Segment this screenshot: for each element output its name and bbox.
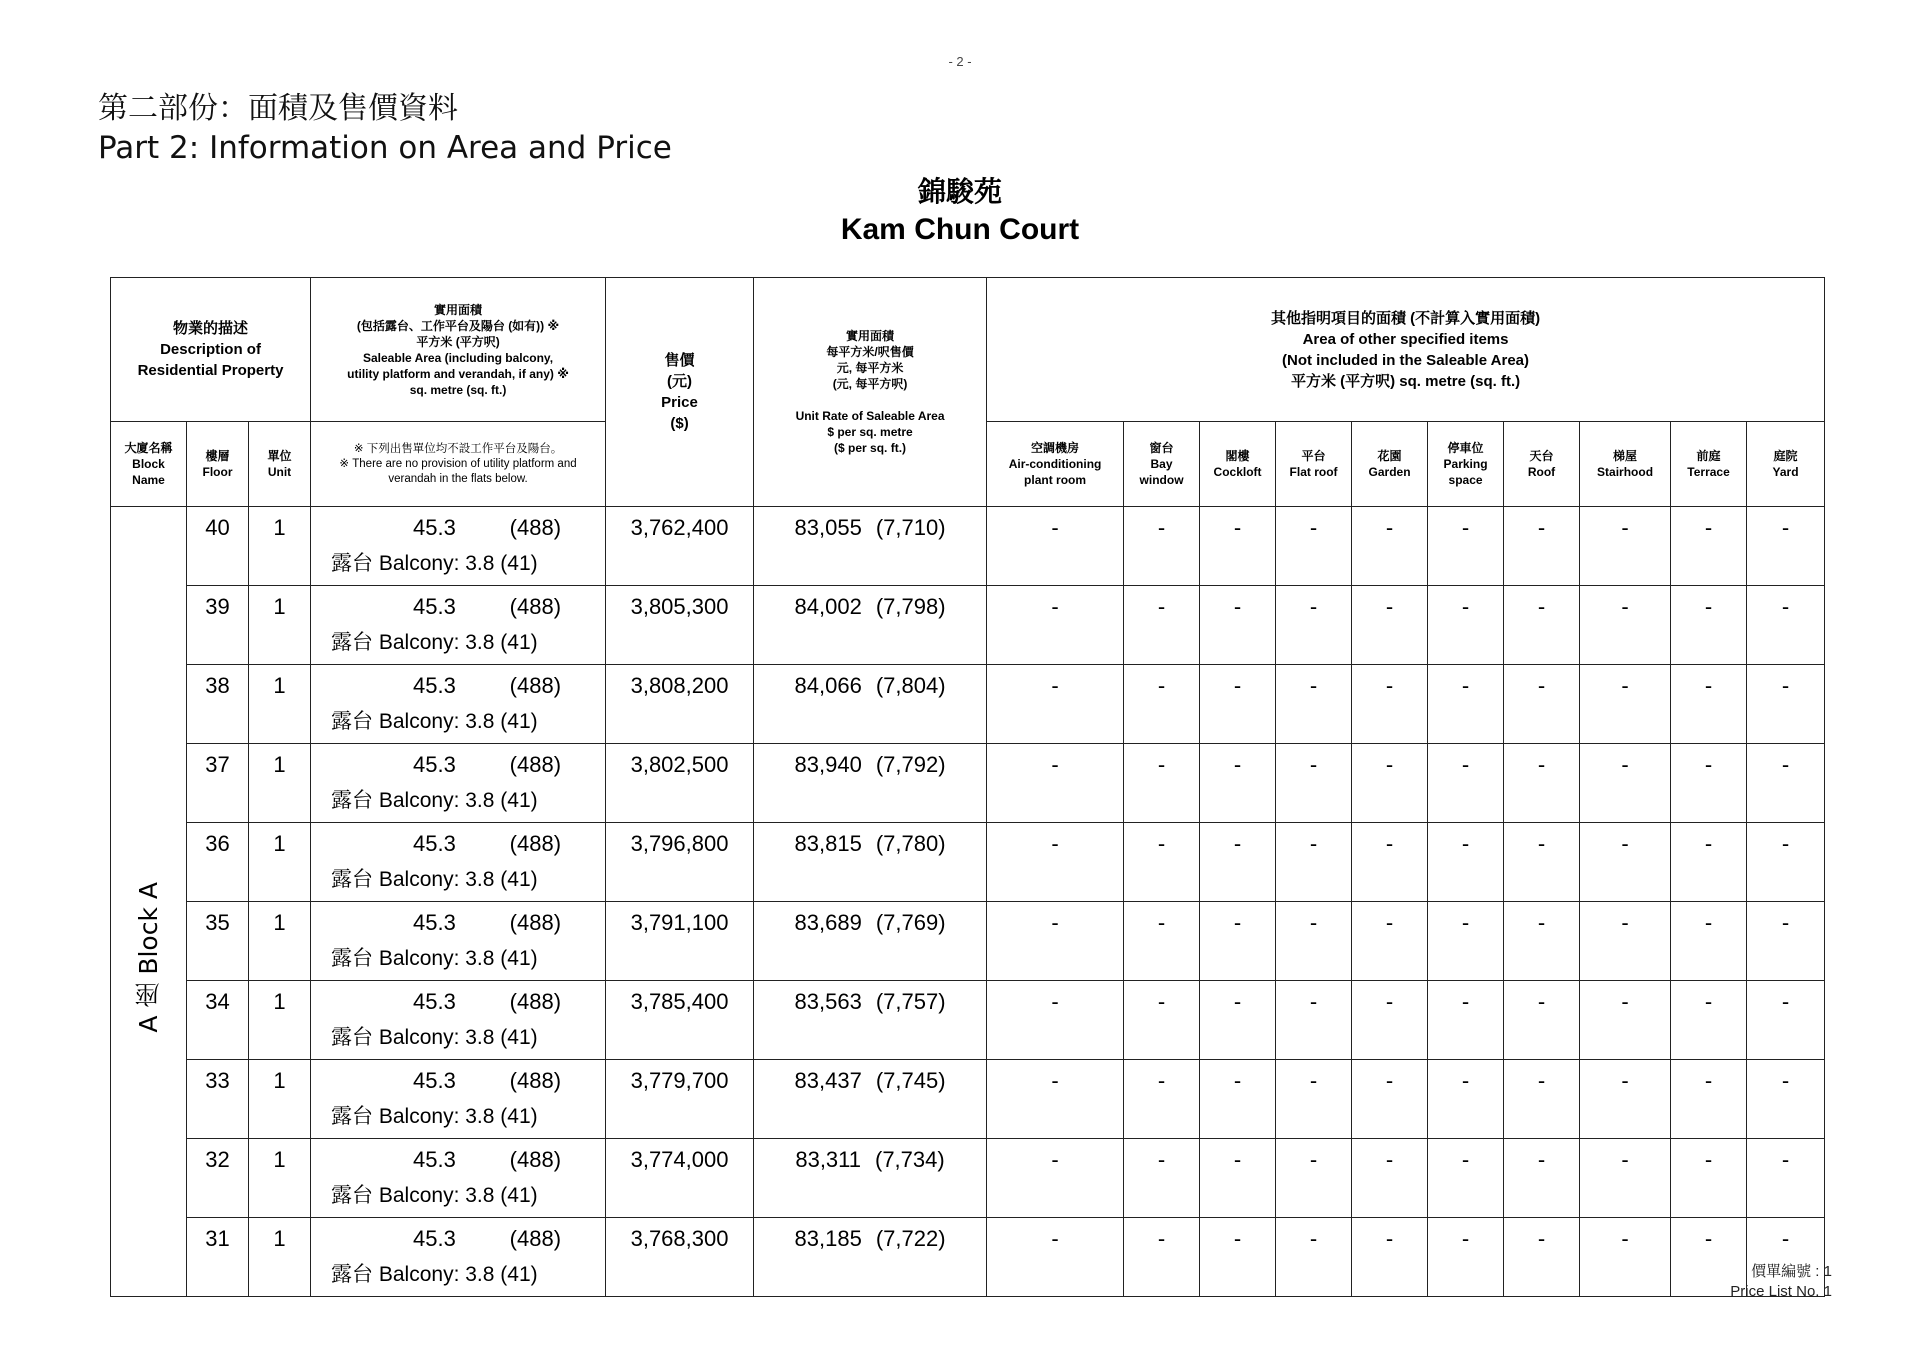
balcony-area: 露台 Balcony: 3.8 (41) [331,1263,538,1286]
price-cell: 3,768,300 [606,1218,754,1297]
unit-cell: 1 [249,981,311,1060]
other-area-cell: - [1124,981,1200,1060]
unit-rate-cell [754,1218,987,1297]
header-other-item: 停車位 Parking space [1428,422,1504,507]
header-other-item: 梯屋 Stairhood [1580,422,1671,507]
header-unit: 單位 Unit [249,422,311,507]
table-row [111,1218,1825,1297]
header-saleable-area: 實用面積 (包括露台、工作平台及陽台 (如有)) ※ 平方米 (平方呎) Saleable Area (including balcony, utility platform and verandah, if any) ※ sq. metre (sq. ft.) [311,278,606,422]
saleable-area-cell [311,823,606,902]
page-number: - 2 - [948,54,972,69]
building-name-zh: 錦駿苑 [917,176,1002,207]
other-area-cell: - [1428,586,1504,665]
other-area-cell: - [1504,823,1580,902]
other-area-cell: - [1124,1060,1200,1139]
header-other-areas: 其他指明項目的面積 (不計算入實用面積) Area of other specified items (Not included in the Saleable Area) 平方米 (平方呎) sq. metre (sq. ft.) [987,278,1825,422]
saleable-area-cell [311,744,606,823]
other-area-cell: - [1276,507,1352,586]
rate-sqft: (7,798) [875,594,946,619]
unit-rate-line [754,1226,986,1252]
rate-sqm: 83,185 [794,1226,862,1251]
other-area-cell: - [1580,902,1671,981]
unit-cell: 1 [249,744,311,823]
other-area-cell: - [987,902,1124,981]
area-sqft: (488) [509,594,562,619]
other-area-cell: - [1124,744,1200,823]
balcony-area: 露台 Balcony: 3.8 (41) [331,789,538,812]
header-other-item: 平台 Flat roof [1276,422,1352,507]
header-saleable-note: ※ 下列出售單位均不設工作平台及陽台。 ※ There are no provision of utility platform and verandah in the flats below. [311,422,606,507]
other-area-cell: - [1428,665,1504,744]
rate-sqm: 83,815 [794,831,862,856]
other-area-cell: - [1352,665,1428,744]
price-cell: 3,796,800 [606,823,754,902]
saleable-area-cell [311,665,606,744]
unit-rate-cell [754,823,987,902]
other-area-cell: - [1276,665,1352,744]
unit-rate-cell [754,1139,987,1218]
unit-cell: 1 [249,902,311,981]
header-other-item: 前庭 Terrace [1671,422,1747,507]
other-area-cell: - [1276,823,1352,902]
rate-sqft: (7,745) [875,1068,946,1093]
other-area-cell: - [1352,1218,1428,1297]
rate-sqft: (7,804) [875,673,946,698]
other-area-cell: - [1747,665,1825,744]
table-row [111,744,1825,823]
other-area-cell: - [1504,902,1580,981]
other-area-cell: - [1504,1139,1580,1218]
saleable-area-line [311,1147,605,1173]
rate-sqm: 83,055 [794,515,862,540]
unit-rate-cell [754,665,987,744]
unit-rate-line [754,1068,986,1094]
other-area-cell: - [1747,507,1825,586]
area-sqm: 45.3 [413,989,456,1014]
saleable-area-cell [311,507,606,586]
table-body [111,507,1825,1297]
other-area-cell: - [1428,1218,1504,1297]
saleable-area-line [311,989,605,1015]
rate-sqm: 84,066 [794,673,862,698]
other-area-cell: - [1504,744,1580,823]
other-area-cell: - [1747,823,1825,902]
other-area-cell: - [1671,823,1747,902]
unit-rate-cell [754,902,987,981]
floor-cell: 34 [187,981,249,1060]
header-other-item: 庭院 Yard [1747,422,1825,507]
unit-rate-line [754,752,986,778]
other-area-cell: - [1580,1218,1671,1297]
floor-cell: 32 [187,1139,249,1218]
header-other-item: 閣樓 Cockloft [1200,422,1276,507]
other-area-cell: - [1504,1218,1580,1297]
unit-rate-cell [754,1060,987,1139]
other-area-cell: - [1276,1218,1352,1297]
other-area-cell: - [987,744,1124,823]
rate-sqft: (7,722) [875,1226,946,1251]
unit-rate-line [754,831,986,857]
balcony-area: 露台 Balcony: 3.8 (41) [331,1026,538,1049]
header-other-item: 花園 Garden [1352,422,1428,507]
other-area-cell: - [1671,1139,1747,1218]
other-area-cell: - [1352,744,1428,823]
rate-sqm: 83,689 [794,910,862,935]
saleable-area-cell [311,1139,606,1218]
floor-cell: 38 [187,665,249,744]
other-area-cell: - [1200,1060,1276,1139]
saleable-area-line [311,673,605,699]
other-area-cell: - [1428,1060,1504,1139]
table-row [111,1060,1825,1139]
other-area-cell: - [1580,744,1671,823]
price-list-number [1730,1262,1832,1302]
area-sqm: 45.3 [413,831,456,856]
saleable-area-line [311,1226,605,1252]
other-area-cell: - [1504,586,1580,665]
price-cell: 3,774,000 [606,1139,754,1218]
floor-cell: 35 [187,902,249,981]
saleable-area-line [311,831,605,857]
rate-sqm: 83,563 [794,989,862,1014]
unit-cell: 1 [249,1218,311,1297]
unit-rate-line [754,515,986,541]
other-area-cell: - [1352,823,1428,902]
other-area-cell: - [1504,1060,1580,1139]
other-area-cell: - [1124,665,1200,744]
floor-cell: 39 [187,586,249,665]
price-cell: 3,808,200 [606,665,754,744]
balcony-area: 露台 Balcony: 3.8 (41) [331,710,538,733]
other-area-cell: - [1200,902,1276,981]
other-area-cell: - [1747,1060,1825,1139]
area-sqft: (488) [509,910,562,935]
other-area-cell: - [987,665,1124,744]
saleable-area-line [311,1068,605,1094]
unit-cell: 1 [249,1139,311,1218]
other-area-cell: - [1580,823,1671,902]
balcony-area: 露台 Balcony: 3.8 (41) [331,868,538,891]
other-area-cell: - [1276,1139,1352,1218]
unit-rate-cell [754,586,987,665]
area-sqm: 45.3 [413,594,456,619]
rate-sqm: 83,437 [794,1068,862,1093]
unit-rate-line [754,910,986,936]
saleable-area-cell [311,981,606,1060]
header-block-name: 大廈名稱 Block Name [111,422,187,507]
area-sqft: (488) [509,1147,562,1172]
other-area-cell: - [1671,902,1747,981]
saleable-area-line [311,594,605,620]
other-area-cell: - [1352,902,1428,981]
other-area-cell: - [1200,1139,1276,1218]
balcony-area: 露台 Balcony: 3.8 (41) [331,1184,538,1207]
unit-rate-line [754,673,986,699]
other-area-cell: - [1124,823,1200,902]
area-sqft: (488) [509,515,562,540]
part-title-en: Part 2: Information on Area and Price [98,130,672,166]
rate-sqft: (7,792) [875,752,946,777]
rate-sqft: (7,780) [875,831,946,856]
other-area-cell: - [1200,981,1276,1060]
building-title [0,174,1920,250]
other-area-cell: - [1747,1139,1825,1218]
rate-sqft: (7,710) [875,515,946,540]
floor-cell: 36 [187,823,249,902]
other-area-cell: - [1671,744,1747,823]
unit-rate-line [754,989,986,1015]
building-name-en: Kam Chun Court [840,213,1080,246]
other-area-cell: - [1504,507,1580,586]
other-area-cell: - [1124,1139,1200,1218]
other-area-cell: - [1580,981,1671,1060]
other-area-cell: - [1124,902,1200,981]
other-area-cell: - [1671,507,1747,586]
table-row [111,981,1825,1060]
other-area-cell: - [987,507,1124,586]
price-cell: 3,762,400 [606,507,754,586]
other-area-cell: - [987,981,1124,1060]
other-area-cell: - [1580,1060,1671,1139]
area-sqft: (488) [509,673,562,698]
other-area-cell: - [1580,586,1671,665]
table-row [111,902,1825,981]
other-area-cell: - [1428,981,1504,1060]
header-floor: 樓層 Floor [187,422,249,507]
other-area-cell: - [1671,586,1747,665]
header-other-item: 空調機房 Air-conditioning plant room [987,422,1124,507]
saleable-area-cell [311,1218,606,1297]
other-area-cell: - [1580,665,1671,744]
other-area-cell: - [1747,1218,1825,1297]
other-area-cell: - [987,1218,1124,1297]
area-sqm: 45.3 [413,752,456,777]
saleable-area-line [311,910,605,936]
other-area-cell: - [1671,1060,1747,1139]
area-sqft: (488) [509,1226,562,1251]
other-area-cell: - [1580,507,1671,586]
block-name-cell [111,507,187,1297]
other-area-cell: - [1428,902,1504,981]
other-area-cell: - [1504,981,1580,1060]
other-area-cell: - [1352,507,1428,586]
unit-rate-line [754,1147,986,1173]
price-cell: 3,802,500 [606,744,754,823]
other-area-cell: - [1352,981,1428,1060]
price-table [110,277,1825,1297]
other-area-cell: - [1276,981,1352,1060]
other-area-cell: - [1504,665,1580,744]
other-area-cell: - [987,1139,1124,1218]
price-cell: 3,779,700 [606,1060,754,1139]
other-area-cell: - [1200,586,1276,665]
other-area-cell: - [1276,902,1352,981]
header-price: 售價 (元) Price ($) [606,278,754,507]
other-area-cell: - [987,823,1124,902]
area-sqm: 45.3 [413,1068,456,1093]
other-area-cell: - [1200,744,1276,823]
rate-sqft: (7,757) [875,989,946,1014]
area-sqm: 45.3 [413,1226,456,1251]
other-area-cell: - [987,586,1124,665]
other-area-cell: - [1747,902,1825,981]
area-sqm: 45.3 [413,910,456,935]
saleable-area-cell [311,1060,606,1139]
other-area-cell: - [1200,507,1276,586]
other-area-cell: - [1276,586,1352,665]
unit-cell: 1 [249,507,311,586]
unit-cell: 1 [249,586,311,665]
balcony-area: 露台 Balcony: 3.8 (41) [331,552,538,575]
other-area-cell: - [1200,1218,1276,1297]
area-sqft: (488) [509,1068,562,1093]
other-area-cell: - [1352,1139,1428,1218]
price-list-number-zh: 價單編號 : 1 [1751,1263,1832,1280]
unit-rate-cell [754,507,987,586]
part-title-zh: 第二部份：面積及售價資料 [98,91,458,126]
saleable-area-cell [311,586,606,665]
block-label: A 座 Block A [133,882,163,1033]
price-cell: 3,785,400 [606,981,754,1060]
header-other-item: 天台 Roof [1504,422,1580,507]
other-area-cell: - [1428,1139,1504,1218]
unit-cell: 1 [249,823,311,902]
unit-cell: 1 [249,1060,311,1139]
saleable-area-line [311,752,605,778]
saleable-area-cell [311,902,606,981]
other-area-cell: - [1428,744,1504,823]
other-area-cell: - [1671,665,1747,744]
other-area-cell: - [987,1060,1124,1139]
area-sqm: 45.3 [413,673,456,698]
table-row [111,665,1825,744]
area-sqm: 45.3 [413,515,456,540]
part-title [98,90,672,168]
header-description: 物業的描述 Description of Residential Property [111,278,311,422]
other-area-cell: - [1200,823,1276,902]
area-sqft: (488) [509,831,562,856]
saleable-area-line [311,515,605,541]
header-other-item: 窗台 Bay window [1124,422,1200,507]
unit-rate-cell [754,981,987,1060]
price-cell: 3,791,100 [606,902,754,981]
rate-sqm: 83,311 [795,1147,861,1172]
floor-cell: 31 [187,1218,249,1297]
header-unit-rate: 實用面積 每平方米/呎售價 元, 每平方米 (元, 每平方呎) Unit Rate of Saleable Area $ per sq. metre ($ per sq. ft.) [754,278,987,507]
other-area-cell: - [1747,586,1825,665]
table-row [111,823,1825,902]
price-cell: 3,805,300 [606,586,754,665]
balcony-area: 露台 Balcony: 3.8 (41) [331,631,538,654]
other-area-cell: - [1124,586,1200,665]
table-row [111,1139,1825,1218]
other-area-cell: - [1352,586,1428,665]
unit-cell: 1 [249,665,311,744]
price-list-number-en: Price List No. 1 [1730,1283,1832,1300]
area-sqm: 45.3 [413,1147,456,1172]
other-area-cell: - [1200,665,1276,744]
other-area-cell: - [1276,744,1352,823]
floor-cell: 37 [187,744,249,823]
unit-rate-line [754,594,986,620]
table-row [111,586,1825,665]
rate-sqm: 84,002 [794,594,862,619]
other-area-cell: - [1276,1060,1352,1139]
other-area-cell: - [1124,507,1200,586]
other-area-cell: - [1747,981,1825,1060]
other-area-cell: - [1428,823,1504,902]
balcony-area: 露台 Balcony: 3.8 (41) [331,947,538,970]
table-row [111,507,1825,586]
other-area-cell: - [1580,1139,1671,1218]
other-area-cell: - [1747,744,1825,823]
floor-cell: 40 [187,507,249,586]
balcony-area: 露台 Balcony: 3.8 (41) [331,1105,538,1128]
area-sqft: (488) [509,989,562,1014]
other-area-cell: - [1671,1218,1747,1297]
rate-sqft: (7,734) [875,1147,945,1172]
area-sqft: (488) [509,752,562,777]
unit-rate-cell [754,744,987,823]
rate-sqft: (7,769) [875,910,946,935]
other-area-cell: - [1124,1218,1200,1297]
other-area-cell: - [1428,507,1504,586]
floor-cell: 33 [187,1060,249,1139]
other-area-cell: - [1671,981,1747,1060]
rate-sqm: 83,940 [794,752,862,777]
other-area-cell: - [1352,1060,1428,1139]
